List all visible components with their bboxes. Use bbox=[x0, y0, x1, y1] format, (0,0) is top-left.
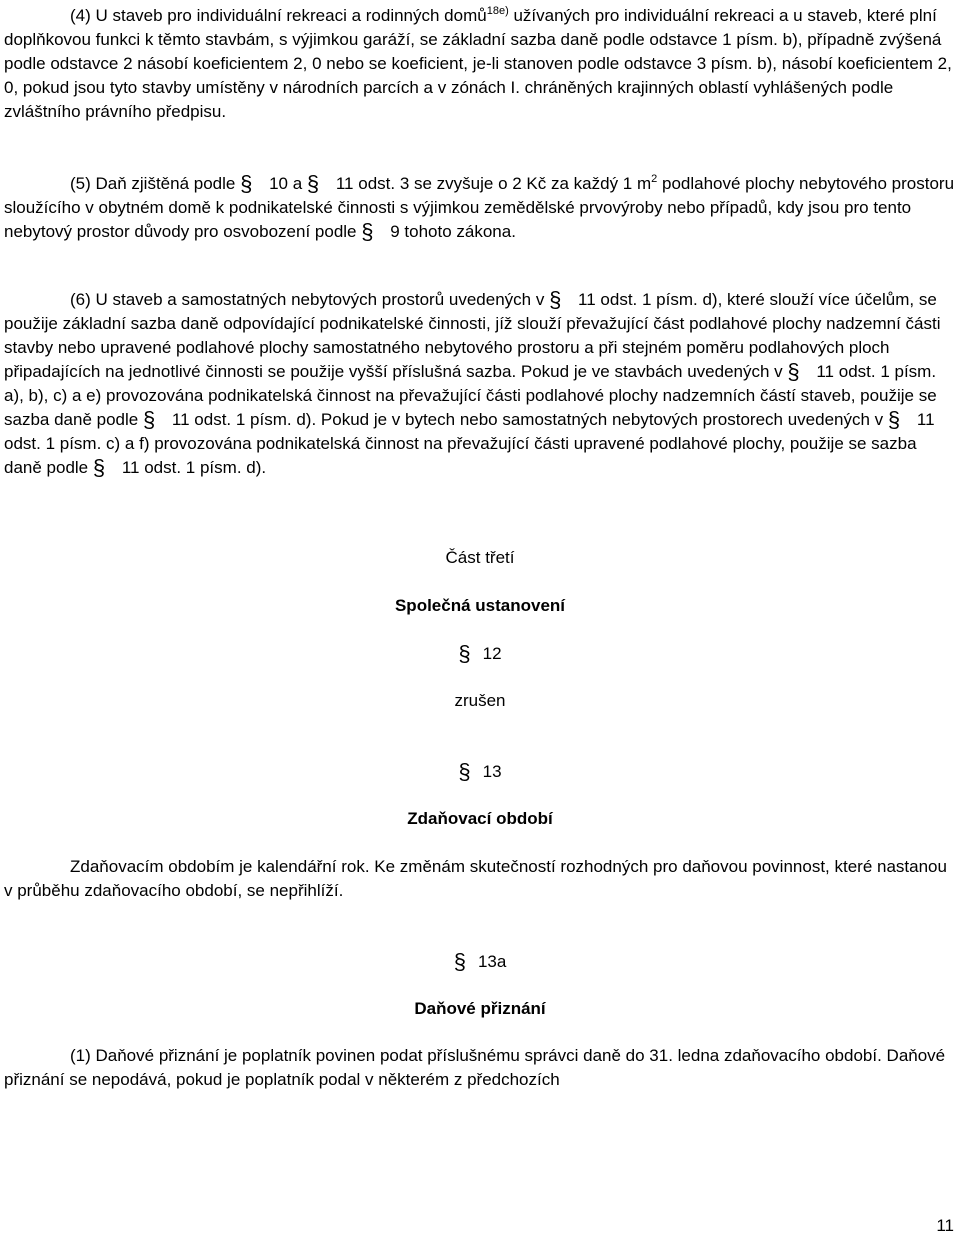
section-sign: § bbox=[887, 407, 901, 432]
section-sign: § bbox=[453, 949, 466, 974]
section-13-body-text bbox=[4, 855, 956, 903]
section-sign: § bbox=[787, 359, 800, 384]
section-13a-body-part: (1) Daňové přiznání je poplatník povinen podat příslušnému správci daně do 31. ledna zdaňovacího období. Daňové přiznání se nepodává, pokud je poplatník podal v některém z předchozích bbox=[4, 1046, 946, 1089]
section-sign: § bbox=[361, 219, 374, 244]
section-12-text: zrušen bbox=[454, 691, 506, 710]
paragraph-5-part: podlahové plochy nebytového prostoru sloužícího v obytném domě k podnikatelské činnosti s výjimkou zemědělské prvovýroby nebo případů, kdy jsou pro tento nebytový prostor důvody pro osvobození podle bbox=[4, 174, 955, 241]
section-sign: § bbox=[240, 171, 253, 196]
paragraph-4-part: (4) U staveb pro individuální rekreaci a rodinných domů bbox=[70, 6, 487, 25]
section-13-title: Zdaňovací období bbox=[407, 809, 553, 828]
paragraph-6-part: 11 odst. 1 písm. d). bbox=[117, 458, 267, 477]
paragraph-5-part: 10 a bbox=[264, 174, 307, 193]
paragraph-6-part: 11 odst. 1 písm. c) a f) provozována podnikatelská činnost na převažující části upravené podlahové plochy, použije se sazba daně podle bbox=[4, 410, 935, 477]
section-sign: § bbox=[92, 455, 106, 480]
paragraph-5-part: 9 tohoto zákona. bbox=[385, 222, 516, 241]
section-13-heading bbox=[0, 760, 960, 784]
superscript: 2 bbox=[651, 173, 658, 185]
section-13-body bbox=[4, 855, 956, 903]
section-12-heading bbox=[0, 642, 960, 666]
section-12-number: 12 bbox=[482, 644, 502, 663]
section-sign: § bbox=[458, 641, 471, 666]
footnote-ref: 18e) bbox=[486, 5, 509, 17]
page-number: 11 bbox=[936, 1216, 954, 1235]
section-13-body-part: Zdaňovacím obdobím je kalendářní rok. Ke změnám skutečností rozhodných pro daňovou povinnost, které nastanou v průběhu zdaňovacího období, se nepřihlíží. bbox=[4, 857, 947, 900]
paragraph-5-text bbox=[4, 172, 956, 244]
section-13a-number: 13a bbox=[477, 952, 507, 971]
section-13a-heading bbox=[0, 950, 960, 974]
section-sign: § bbox=[549, 287, 562, 312]
section-sign: § bbox=[142, 407, 156, 432]
part-title: Společná ustanovení bbox=[394, 596, 566, 615]
paragraph-6-part: 11 odst. 1 písm. d). Pokud je v bytech nebo samostatných nebytových prostorech uvedených v bbox=[167, 410, 888, 429]
paragraph-4 bbox=[4, 4, 956, 124]
paragraph-6-part: 11 odst. 1 písm. a), b), c) a e) provozována podnikatelská činnost na převažující části podlahové plochy nadzemních částí staveb, použije se sazba daně podle bbox=[4, 362, 937, 429]
section-sign: § bbox=[306, 171, 320, 196]
part-heading: Část třetí bbox=[445, 548, 515, 567]
section-13a-body bbox=[4, 1044, 956, 1092]
section-13a-title: Daňové přiznání bbox=[414, 999, 546, 1018]
section-13a-body-text bbox=[4, 1044, 956, 1092]
paragraph-4-text bbox=[4, 4, 956, 124]
paragraph-6-text bbox=[4, 288, 956, 480]
paragraph-6 bbox=[4, 288, 956, 480]
paragraph-6-part: 11 odst. 1 písm. d), které slouží více účelům, se použije základní sazba daně odpovídající podnikatelské činnosti, jíž slouží převažující část podlahové plochy nadzemní části stavby nebo upravené podlahové plochy samostatného nebytového prostoru a při stejném poměru podlahových ploch připadajících na jednotlivé činnosti se použije vyšší příslušná sazba. Pokud je ve stavbách uvedených v bbox=[4, 290, 941, 381]
paragraph-5-part: (5) Daň zjištěná podle bbox=[70, 174, 241, 193]
paragraph-6-part: (6) U staveb a samostatných nebytových prostorů uvedených v bbox=[70, 290, 550, 309]
paragraph-5 bbox=[4, 172, 956, 244]
paragraph-4-part: užívaných pro individuální rekreaci a u staveb, které plní doplňkovou funkci k těmto stavbám, s výjimkou garáží, se základní sazba daně podle odstavce 1 písm. b), případně zvýšená podle odstavce 2 násobí koeficientem 2, 0 nebo se koeficient, je-li stanoven podle odstavce 3 písm. b), násobí koeficientem 2, 0, pokud jsou tyto stavby umístěny v národních parcích a v zónách I. chráněných krajinných oblastí vyhlášených podle zvláštního právního předpisu. bbox=[4, 6, 952, 121]
section-13-number: 13 bbox=[482, 762, 502, 781]
section-sign: § bbox=[458, 759, 471, 784]
paragraph-5-part: 11 odst. 3 se zvyšuje o 2 Kč za každý 1 m bbox=[331, 174, 652, 193]
